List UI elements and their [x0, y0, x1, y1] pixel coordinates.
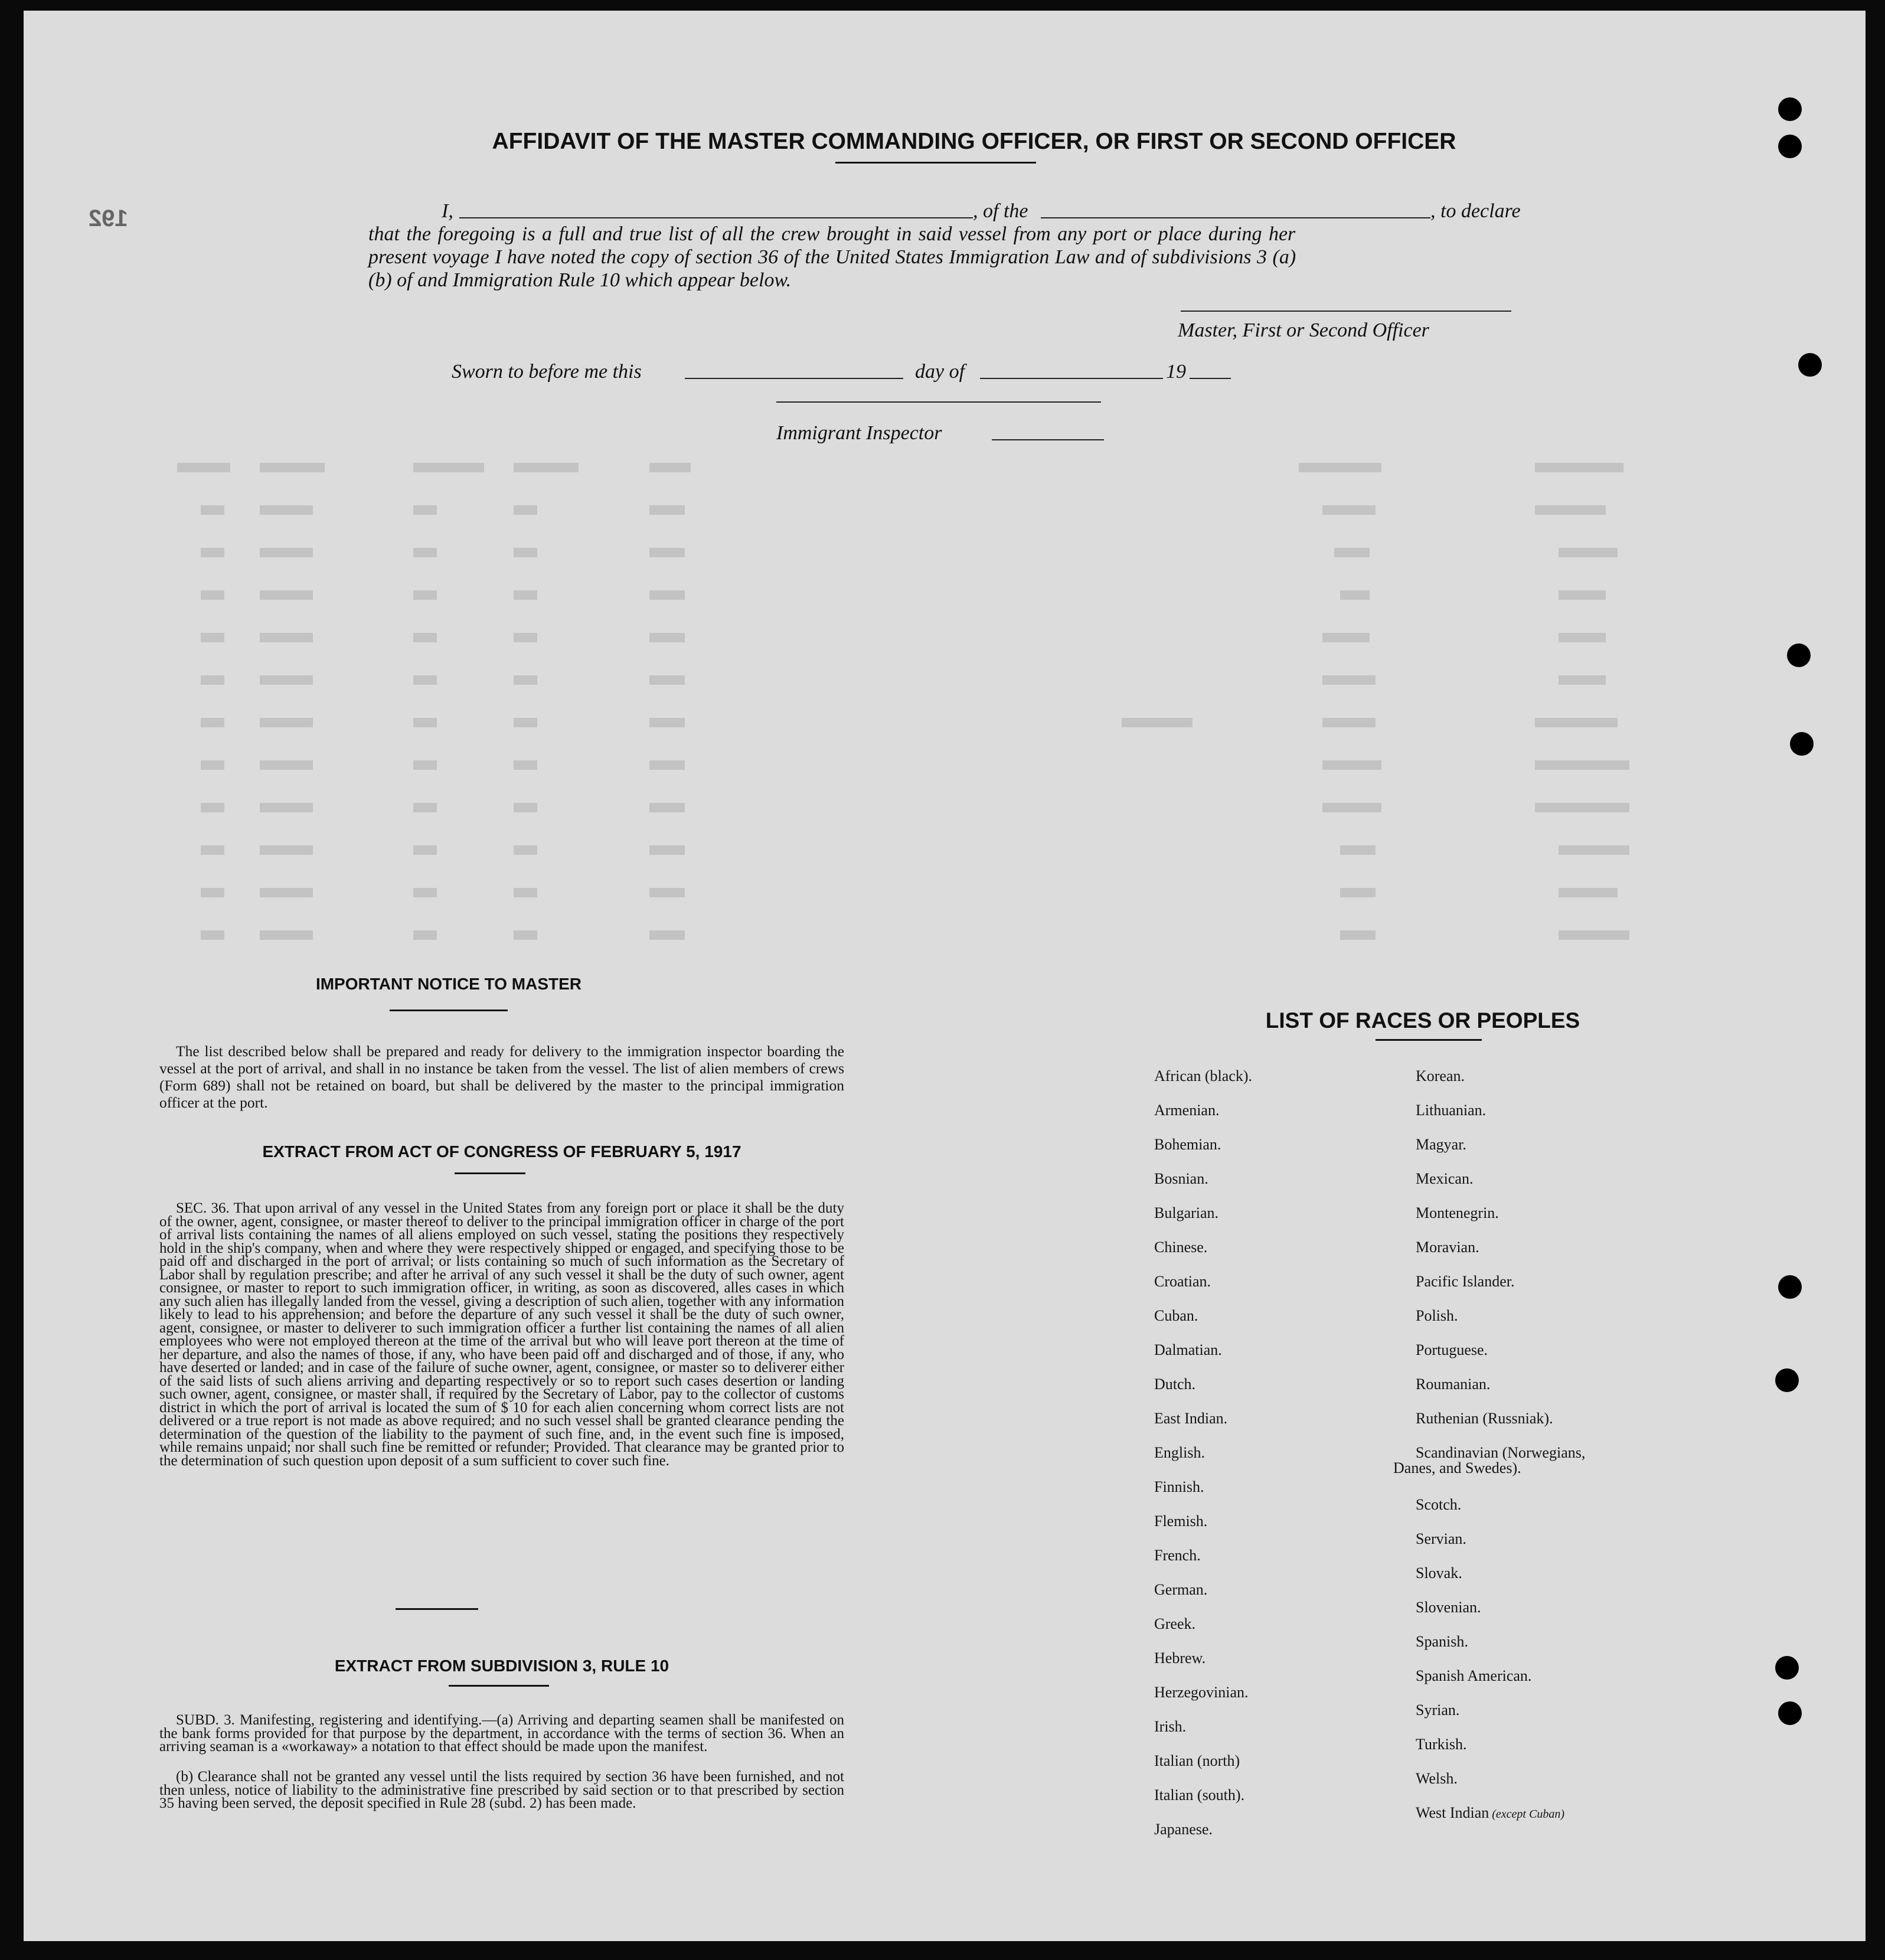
act-end-rule: [396, 1608, 478, 1610]
race-item: Irish.: [1154, 1718, 1187, 1735]
race-item: Italian (south).: [1154, 1786, 1245, 1804]
punch-hole: [1775, 1368, 1799, 1392]
rule-para-a: SUBD. 3. Manifesting, registering and identifying.—(a) Arriving and departing seamen shall be manifested on the bank forms provided for that purpose by the department, in accordance with the terms of section 36. When an arriving seaman is a «workaway» a notation to that effect should be made upon the manifest.: [159, 1712, 844, 1755]
master-signature-line[interactable]: [1181, 311, 1511, 312]
race-item: Servian.: [1416, 1530, 1466, 1547]
race-item: Bohemian.: [1154, 1136, 1221, 1153]
race-item: German.: [1154, 1581, 1208, 1598]
inspector-trailing-line: [992, 439, 1104, 440]
affidavit-name-blank[interactable]: [459, 217, 973, 218]
notice-title: IMPORTANT NOTICE TO MASTER: [315, 975, 582, 993]
race-item: Croatian.: [1154, 1273, 1211, 1290]
act-title: EXTRACT FROM ACT OF CONGRESS OF FEBRUARY 5, 1917: [262, 1142, 741, 1161]
sworn-year-blank[interactable]: [1190, 378, 1231, 379]
punch-hole: [1790, 732, 1814, 756]
punch-hole: [1778, 1275, 1802, 1299]
race-item: Dalmatian.: [1154, 1341, 1222, 1358]
sworn-label: Sworn to before me this: [452, 361, 642, 383]
notice-title-underline: [390, 1010, 508, 1011]
race-item: Bosnian.: [1154, 1170, 1208, 1187]
race-item: English.: [1154, 1444, 1205, 1461]
affidavit-line-4: (b) of and Immigration Rule 10 which appear below.: [368, 269, 792, 291]
race-item: Finnish.: [1154, 1478, 1204, 1495]
race-item: Bulgarian.: [1154, 1204, 1219, 1221]
race-item: Slovak.: [1416, 1564, 1462, 1582]
race-item: Roumanian.: [1416, 1376, 1491, 1393]
affidavit-line-3: present voyage I have noted the copy of section 36 of the United States Immigration Law and of subdivisions 3 (a): [368, 246, 1296, 268]
punch-hole: [1778, 135, 1802, 158]
race-item: Moravian.: [1416, 1239, 1479, 1256]
races-title: LIST OF RACES OR PEOPLES: [1265, 1008, 1580, 1033]
race-item: Herzegovinian.: [1154, 1684, 1249, 1701]
race-item: East Indian.: [1154, 1410, 1228, 1427]
race-item: Spanish American.: [1416, 1667, 1532, 1684]
race-item: Lithuanian.: [1416, 1102, 1487, 1119]
affidavit-vessel-blank[interactable]: [1041, 217, 1430, 218]
race-item: Greek.: [1154, 1615, 1196, 1632]
year-label: 19: [1166, 361, 1186, 383]
affidavit-to-declare-label: , to declare: [1430, 200, 1521, 222]
rule-para-b: (b) Clearance shall not be granted any vessel until the lists required by section 36 have been furnished, and not then unless, notice of liability to the administrative fine prescribed by said section or to that prescribed by section 35 having been served, the deposit specified in Rule 28 (subd. 2) has been made.: [159, 1769, 844, 1811]
race-item: Magyar.: [1416, 1136, 1466, 1153]
race-item: Slovenian.: [1416, 1599, 1481, 1616]
document-page: [24, 11, 1866, 1941]
inspector-label: Immigrant Inspector: [776, 422, 942, 444]
inspector-signature-line[interactable]: [776, 401, 1101, 403]
race-item: Armenian.: [1154, 1102, 1220, 1119]
race-item: Polish.: [1416, 1307, 1458, 1324]
race-scandinavian-cont: Danes, and Swedes).: [1393, 1459, 1521, 1476]
affidavit-title: AFFIDAVIT OF THE MASTER COMMANDING OFFICER, OR FIRST OR SECOND OFFICER: [492, 129, 1456, 154]
race-item: Scandinavian (Norwegians,: [1416, 1444, 1586, 1461]
race-item: Welsh.: [1416, 1770, 1458, 1787]
race-item: Scotch.: [1416, 1496, 1462, 1513]
race-item: Montenegrin.: [1416, 1204, 1499, 1221]
punch-hole: [1775, 1656, 1799, 1680]
race-item: Italian (north): [1154, 1752, 1240, 1769]
race-item: Pacific Islander.: [1416, 1273, 1515, 1290]
race-item: Hebrew.: [1154, 1649, 1206, 1667]
race-item: Flemish.: [1154, 1513, 1208, 1530]
notice-text: The list described below shall be prepared and ready for delivery to the immigration inspector boarding the vessel at the port of arrival, and shall in no instance be taken from the vessel. The list of alien members of crews (Form 689) shall not be retained on board, but shall be delivered by the master to the principal immigration officer at the port.: [159, 1043, 844, 1111]
punch-hole: [1778, 1701, 1802, 1725]
race-item: Portuguese.: [1416, 1341, 1488, 1358]
affidavit-of-the-label: , of the: [973, 200, 1028, 222]
master-signature-label: Master, First or Second Officer: [1178, 319, 1429, 341]
sworn-month-blank[interactable]: [980, 378, 1163, 379]
race-item: Spanish.: [1416, 1633, 1468, 1650]
race-item: Syrian.: [1416, 1701, 1460, 1719]
margin-mark: 192: [89, 205, 128, 231]
race-item: Korean.: [1416, 1067, 1465, 1084]
race-item: Ruthenian (Russniak).: [1416, 1410, 1553, 1427]
day-of-label: day of: [915, 361, 965, 383]
affidavit-line-2: that the foregoing is a full and true list of all the crew brought in said vessel from any port or place during her: [368, 223, 1296, 245]
affidavit-title-underline: [835, 162, 1036, 164]
rule-title-underline: [449, 1685, 549, 1687]
rule-title: EXTRACT FROM SUBDIVISION 3, RULE 10: [334, 1657, 669, 1675]
race-item: Chinese.: [1154, 1239, 1208, 1256]
punch-hole: [1798, 353, 1822, 377]
race-item: West Indian (except Cuban): [1416, 1804, 1564, 1821]
act-section-36-text: SEC. 36. That upon arrival of any vessel in the United States from any foreign port or place it shall be the duty of the owner, agent, consignee, or master thereof to deliver to the principal immigration officer in charge of the port of arrival lists containing the names of all aliens employed on such vessel, stating the positions they respectively hold in the ship's company, when and where they were respectively shipped or engaged, and specifying those to be paid off and discharged in the port of arrival; or lists containing so much of such information as the Secretary of Labor shall by regulation prescribe; and after he arrival of any such vessel it shall be the duty of such owner, agent consignee, or master to report to such immigration officer, in writing, as soon as discovered, alles cases in which any such alien has illegally landed from the vessel, giving a description of such alien, together with any information likely to lead to his apprehension; and before the departure of any such vessel it shall be the duty of such owner, agent, consignee, or master to deliverer to such immigration officer a further list containing the names of all alien employees who were not employed thereon at the time of the arrival but who will leave port thereon at the time of her departure, and also the names of those, if any, who have been paid off and discharged and of those, if any, who have deserted or landed; and in case of the failure of suche owner, agent, consignee, or master so to deliverer either of the said lists of such aliens arriving and departing respectively or so to report such cases desertion or landing such owner, agent, consignee, or master shall, if required by the Secretary of Labor, pay to the collector of customs district in which the port of arrival is located the sum of $ 10 for each alien concerning whom correct lists are not delivered or a true report is not made as above required; and no such vessel shall be granted clearance pending the determination of the question of the liability to the payment of such fine, and, in the event such fine is imposed, while remains unpaid; nor shall such fine be remitted or refunder; Provided. That clearance may be granted prior to the determination of such question upon deposit of a sum sufficient to cover such fine.: [159, 1200, 844, 1469]
west-indian-note: (except Cuban): [1489, 1808, 1564, 1821]
sworn-day-blank[interactable]: [685, 378, 903, 379]
race-item: Cuban.: [1154, 1307, 1198, 1324]
race-item: Dutch.: [1154, 1376, 1196, 1393]
race-item: French.: [1154, 1547, 1201, 1564]
punch-hole: [1778, 97, 1802, 121]
race-item: Mexican.: [1416, 1170, 1474, 1187]
race-item: African (black).: [1154, 1067, 1253, 1084]
act-title-underline: [455, 1172, 525, 1174]
punch-hole: [1787, 643, 1811, 667]
affidavit-i-label: I,: [442, 200, 453, 222]
races-title-underline: [1376, 1039, 1482, 1041]
race-item: Turkish.: [1416, 1736, 1467, 1753]
race-item: Japanese.: [1154, 1821, 1213, 1838]
